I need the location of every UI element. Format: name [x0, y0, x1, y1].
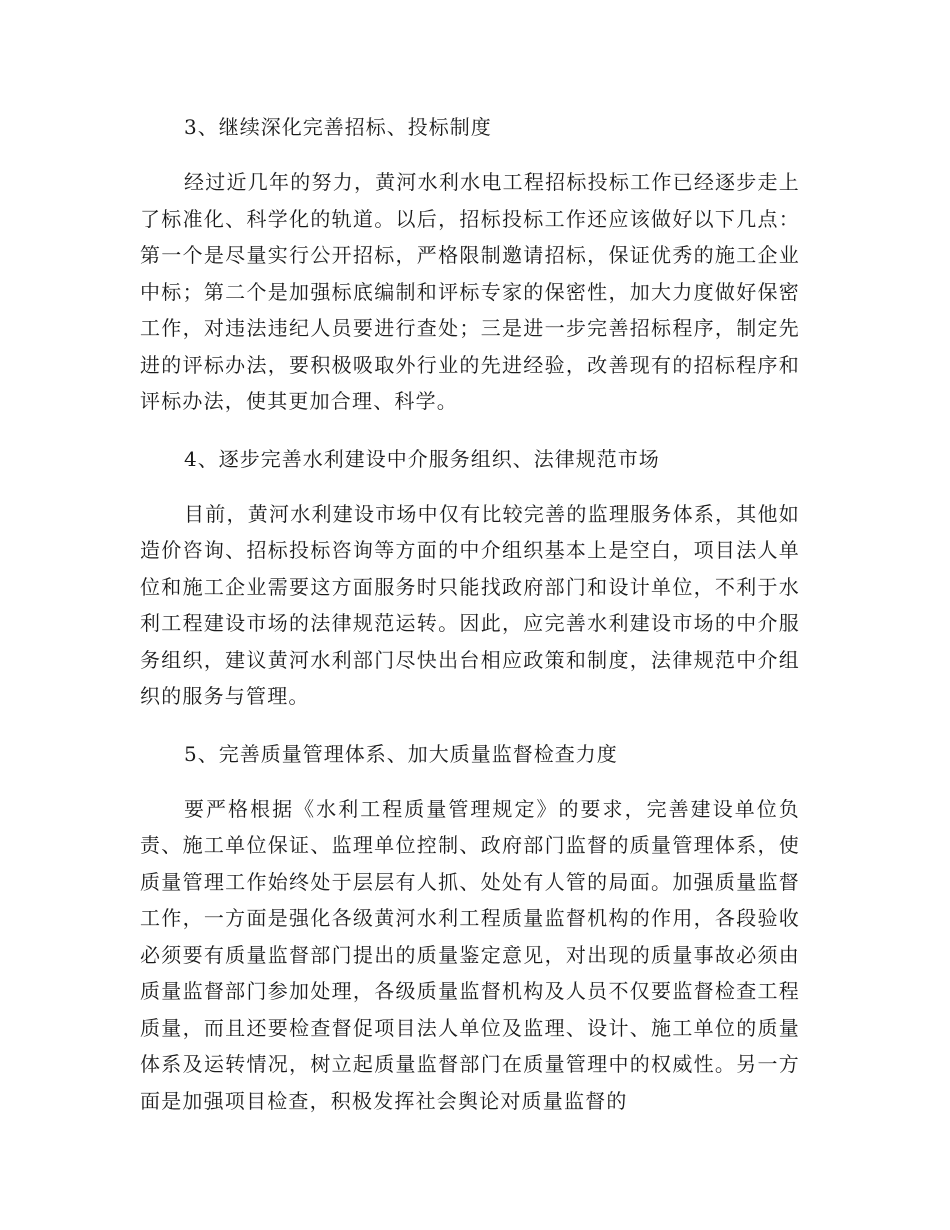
document-body: [140, 108, 800, 1119]
section-paragraph-3: 经过近几年的努力，黄河水利水电工程招标投标工作已经逐步走上了标准化、科学化的轨道。以后，招标投标工作还应该做好以下几点：第一个是尽量实行公开招标，严格限制邀请招标，保证优秀的施工企业中标；第二个是加强标底编制和评标专家的保密性，加大力度做好保密工作，对违法违纪人员要进行查处；三是进一步完善招标程序，制定先进的评标办法，要积极吸取外行业的先进经验，改善现有的招标程序和评标办法，使其更加合理、科学。: [140, 170, 800, 413]
section-paragraph-5: 要严格根据《水利工程质量管理规定》的要求，完善建设单位负责、施工单位保证、监理单位控制、政府部门监督的质量管理体系，使质量管理工作始终处于层层有人抓、处处有人管的局面。加强质量监督工作，一方面是强化各级黄河水利工程质量监督机构的作用，各段验收必须要有质量监督部门提出的质量鉴定意见，对出现的质量事故必须由质量监督部门参加处理，各级质量监督机构及人员不仅要监督检查工程质量，而且还要检查督促项目法人单位及监理、设计、施工单位的质量体系及运转情况，树立起质量监督部门在质量管理中的权威性。另一方面是加强项目检查，积极发挥社会舆论对质量监督的: [140, 796, 800, 1113]
section-heading-5: 5、完善质量管理体系、加大质量监督检查力度: [184, 741, 618, 766]
section-heading-4: 4、逐步完善水利建设中介服务组织、法律规范市场: [184, 446, 660, 471]
section-heading-3: 3、继续深化完善招标、投标制度: [184, 115, 492, 139]
section-paragraph-4: 目前，黄河水利建设市场中仅有比较完善的监理服务体系，其他如造价咨询、招标投标咨询等方面的中介组织基本上是空白，项目法人单位和施工企业需要这方面服务时只能找政府部门和设计单位，不利于水利工程建设市场的法律规范运转。因此，应完善水利建设市场的中介服务组织，建议黄河水利部门尽快出台相应政策和制度，法律规范中介组织的服务与管理。: [140, 501, 800, 708]
